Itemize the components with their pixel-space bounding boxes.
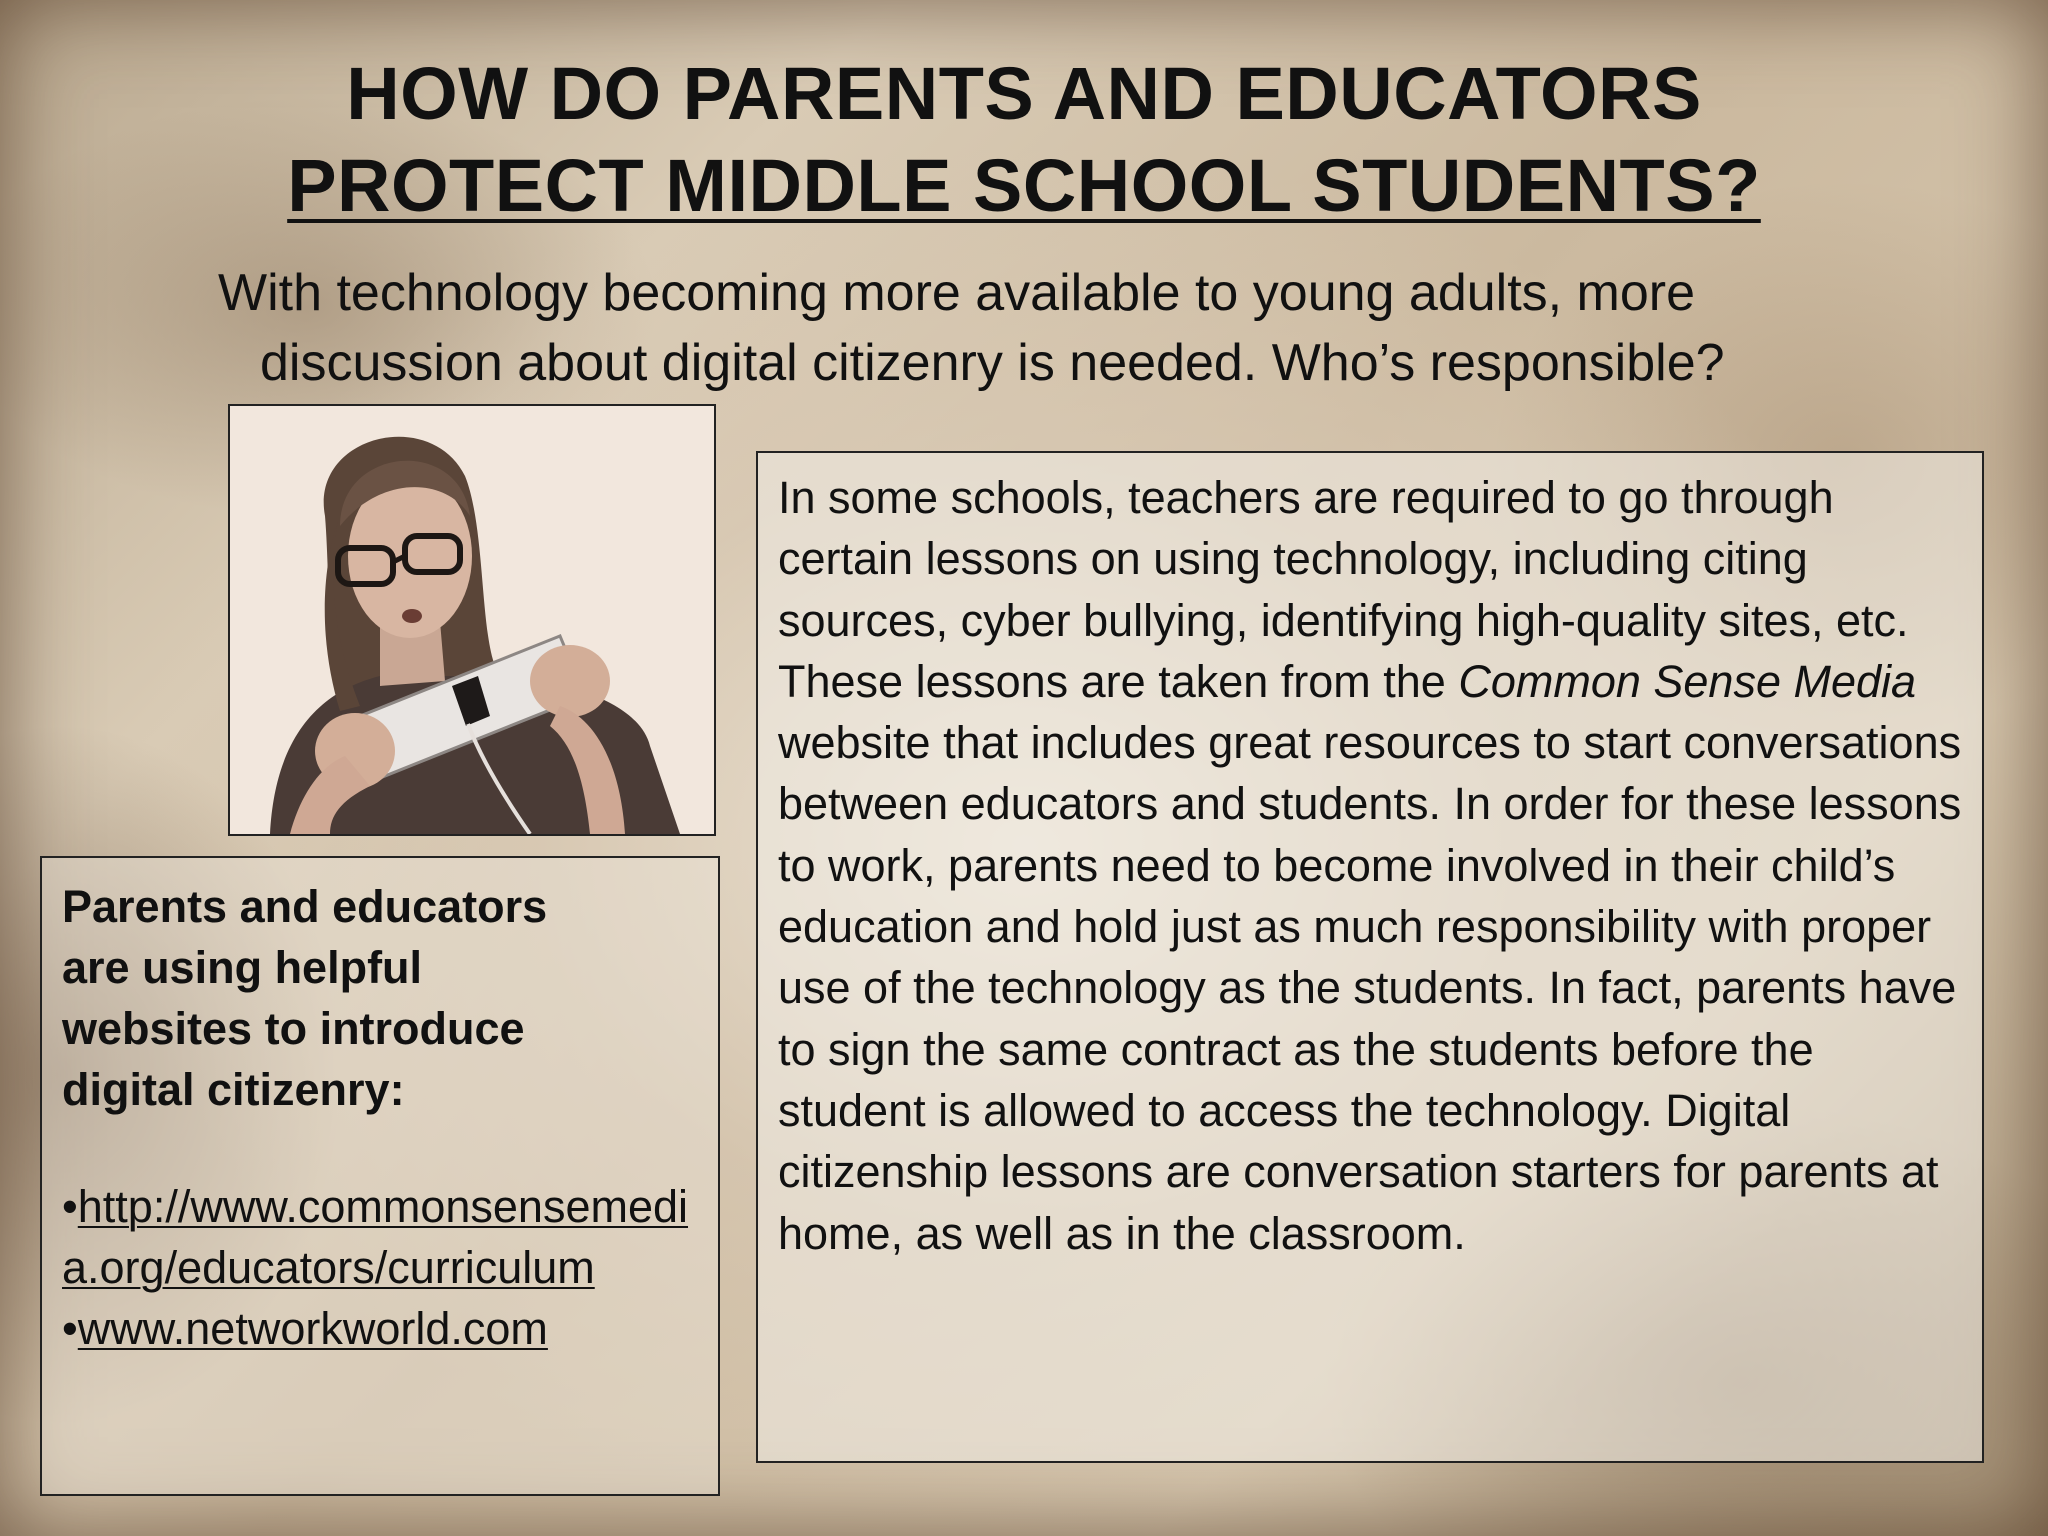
slide-subtitle (218, 258, 1898, 398)
website-links (62, 1176, 700, 1359)
commonsense-media-link[interactable]: http://www.commonsensemedia.org/educators/curriculum (62, 1181, 689, 1293)
girl-with-tablet-photo (228, 404, 716, 836)
subtitle-line-1: With technology becoming more available to young adults, more (218, 264, 1696, 322)
title-line-1: HOW DO PARENTS AND EDUCATORS (346, 52, 1702, 135)
bullet: • (62, 1181, 78, 1232)
link-item-commonsense (62, 1176, 702, 1298)
bullet: • (62, 1303, 78, 1354)
networkworld-link[interactable]: www.networkworld.com (77, 1303, 548, 1354)
subtitle-line-2: discussion about digital citizenry is needed. Who’s responsible? (260, 334, 1725, 392)
body-text-box (756, 451, 1984, 1463)
websites-heading: Parents and educators are using helpful websites to introduce digital citizenry: (62, 881, 548, 1115)
photo-illustration (230, 406, 714, 834)
link-item-networkworld (62, 1298, 702, 1359)
body-text-italic: Common Sense Media (1458, 655, 1917, 707)
body-text-part-1: In some schools, teachers are required to go through certain lessons on using technology, including citing sources, cyber bullying, identifying high-quality sites, etc. These lessons are taken from the (778, 472, 1909, 707)
websites-box (40, 856, 720, 1496)
title-line-2: PROTECT MIDDLE SCHOOL STUDENTS? (287, 144, 1761, 227)
slide-title (0, 48, 2048, 232)
body-text-part-2: website that includes great resources to start conversations between educators and students. In order for these lessons to work, parents need to become involved in their child’s education and hold just as much responsibility with proper use of the technology as the students. In fact, parents have to sign the same contract as the students before the student is allowed to access the technology. Digital citizenship lessons are conversation starters for parents at home, as well as in the classroom. (778, 717, 1962, 1259)
